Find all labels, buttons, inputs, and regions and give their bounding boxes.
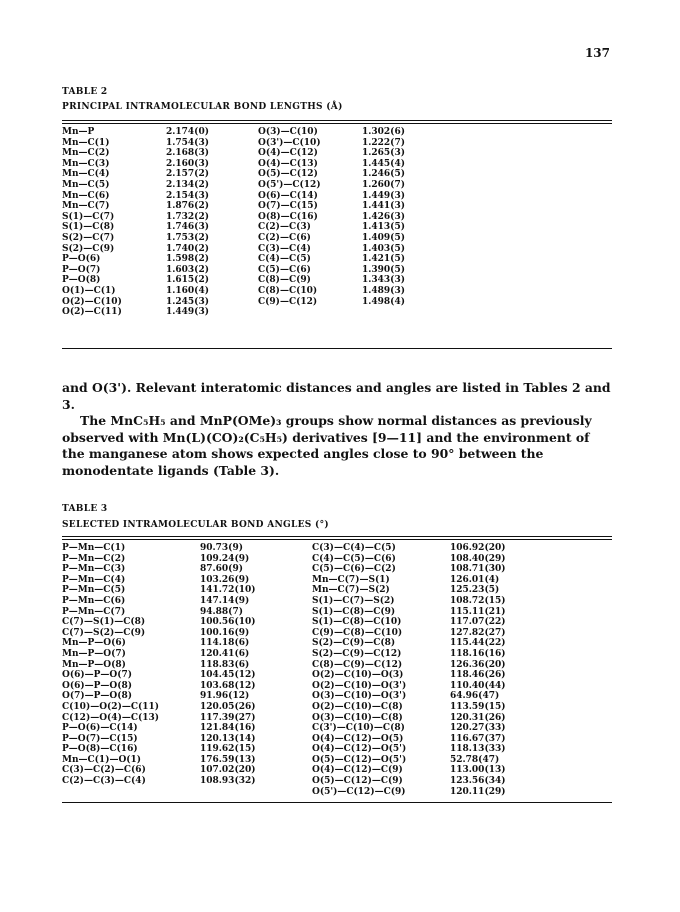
bond-value: 87.60(9) — [200, 564, 243, 575]
bond-value: 113.00(13) — [450, 765, 506, 776]
bond-label: O(2)—C(10)—C(8) — [312, 701, 403, 712]
bond-label: Mn—C(7)—S(2) — [312, 585, 390, 596]
table-row — [62, 787, 612, 798]
bond-label: P—O(6) — [62, 254, 101, 265]
bond-value: 1.260(7) — [362, 179, 405, 190]
table-row — [62, 776, 612, 787]
table-row — [62, 233, 612, 244]
bond-value: 115.44(22) — [450, 638, 506, 649]
table-row — [62, 617, 612, 628]
table2-body — [62, 127, 612, 318]
bond-label: O(6)—C(14) — [258, 190, 318, 201]
table-row — [62, 222, 612, 233]
bond-value: 1.603(2) — [166, 264, 209, 275]
bond-value: 118.83(6) — [200, 659, 250, 670]
bond-value: 120.05(26) — [200, 701, 256, 712]
bond-value: 1.409(5) — [362, 232, 405, 243]
bond-value: 176.59(13) — [200, 754, 256, 765]
bond-label: C(8)—C(9) — [258, 275, 311, 286]
bond-label: C(3')—C(10)—C(8) — [312, 723, 405, 734]
bond-value: 125.23(5) — [450, 585, 500, 596]
bond-label: O(3)—C(10)—C(8) — [312, 712, 403, 723]
bond-label: O(4)—C(13) — [258, 158, 318, 169]
paragraph-2: The MnC₅H₅ and MnP(OMe)₃ groups show normal distances as previously observed with Mn(L)(CO)₂(C₅H₅) derivatives [9—11] and the environment of the manganese atom shows expected angles close to 90° between the monodentate ligands (Table 3). — [62, 413, 592, 478]
bond-value: 1.246(5) — [362, 169, 405, 180]
bond-label: O(2)—C(10)—O(3') — [312, 680, 407, 691]
bond-value: 1.449(3) — [362, 190, 405, 201]
bond-label: C(9)—C(12) — [258, 296, 318, 307]
bond-label: S(1)—C(8)—C(9) — [312, 606, 396, 617]
bond-label: S(2)—C(7) — [62, 232, 115, 243]
bond-value: 2.174(0) — [166, 127, 209, 137]
bond-value: 1.598(2) — [166, 254, 209, 265]
bond-label: Mn—P—O(7) — [62, 648, 126, 659]
bond-value: 2.160(3) — [166, 158, 209, 169]
bond-label: C(4)—C(5) — [258, 254, 311, 265]
bond-value: 1.489(3) — [362, 285, 405, 296]
bond-value: 106.92(20) — [450, 543, 506, 553]
bond-value — [362, 307, 442, 318]
bond-value: 2.134(2) — [166, 179, 209, 190]
bond-value: 1.445(4) — [362, 158, 405, 169]
bond-label: P—O(7) — [62, 264, 101, 275]
table-row — [62, 723, 612, 734]
bond-label: O(5)—C(12)—C(9) — [312, 776, 403, 787]
table-row — [62, 638, 612, 649]
bond-value: 120.27(33) — [450, 723, 506, 734]
table3-bottom-rule — [62, 802, 612, 803]
table3-top-rule-2 — [62, 539, 612, 540]
bond-label: Mn—P — [62, 127, 95, 137]
bond-label: S(1)—C(7)—S(2) — [312, 595, 395, 606]
bond-value: 126.01(4) — [450, 574, 500, 585]
bond-value: 1.413(5) — [362, 222, 405, 233]
bond-value: 100.56(10) — [200, 617, 256, 628]
bond-label: S(2)—C(9)—C(8) — [312, 638, 396, 649]
bond-label: O(2)—C(11) — [62, 307, 122, 318]
table-row — [62, 201, 612, 212]
bond-label: O(6)—P—O(7) — [62, 670, 133, 681]
table-row — [62, 585, 612, 596]
bond-value: 120.41(6) — [200, 648, 250, 659]
table-row — [62, 286, 612, 297]
table-row — [62, 212, 612, 223]
table-row — [62, 180, 612, 191]
table-row — [62, 127, 612, 138]
bond-label — [258, 307, 362, 318]
bond-value: 91.96(12) — [200, 691, 250, 702]
bond-value: 117.07(22) — [450, 617, 506, 628]
bond-label: P—Mn—C(3) — [62, 564, 126, 575]
table-row — [62, 159, 612, 170]
bond-label: Mn—C(6) — [62, 190, 110, 201]
body-text — [62, 380, 614, 479]
bond-value: 109.24(9) — [200, 553, 250, 564]
bond-value: 113.59(15) — [450, 701, 506, 712]
bond-value: 108.71(30) — [450, 564, 506, 575]
bond-value: 1.343(3) — [362, 275, 405, 286]
table2-top-rule — [62, 120, 612, 121]
table-row — [62, 660, 612, 671]
bond-label: C(3)—C(4)—C(5) — [312, 543, 396, 553]
bond-label: O(4)—C(12) — [258, 148, 318, 159]
bond-label: C(2)—C(6) — [258, 232, 311, 243]
bond-value: 121.84(16) — [200, 723, 256, 734]
table-row — [62, 670, 612, 681]
table-row — [62, 138, 612, 149]
table-row — [62, 543, 612, 554]
bond-label: O(5)—C(12)—O(5') — [312, 754, 407, 765]
bond-label: Mn—C(4) — [62, 169, 110, 180]
table-row — [62, 744, 612, 755]
bond-label: C(2)—C(3) — [258, 222, 311, 233]
bond-value: 108.40(29) — [450, 553, 506, 564]
table-row — [62, 596, 612, 607]
table-row — [62, 275, 612, 286]
bond-label: O(3)—C(10) — [258, 127, 318, 137]
bond-value: 64.96(47) — [450, 691, 500, 702]
bond-label: S(2)—C(9) — [62, 243, 115, 254]
table-row — [62, 607, 612, 618]
bond-value: 1.403(5) — [362, 243, 405, 254]
table-row — [62, 681, 612, 692]
bond-label: Mn—C(7)—S(1) — [312, 574, 390, 585]
table-row — [62, 628, 612, 639]
table-row — [62, 575, 612, 586]
bond-label: C(5)—C(6) — [258, 264, 311, 275]
bond-value: 1.421(5) — [362, 254, 405, 265]
bond-label — [62, 787, 200, 798]
bond-label: S(2)—C(9)—C(12) — [312, 648, 402, 659]
bond-value: 100.16(9) — [200, 627, 250, 638]
table-row — [62, 691, 612, 702]
bond-label: O(8)—C(16) — [258, 211, 318, 222]
bond-value: 118.46(26) — [450, 670, 506, 681]
table-row — [62, 649, 612, 660]
bond-value: 126.36(20) — [450, 659, 506, 670]
bond-label: O(3')—C(10) — [258, 137, 321, 148]
bond-label: O(4)—C(12)—O(5) — [312, 733, 404, 744]
bond-value: 120.13(14) — [200, 733, 256, 744]
table-row — [62, 713, 612, 724]
table-row — [62, 755, 612, 766]
bond-value: 141.72(10) — [200, 585, 256, 596]
bond-value: 103.26(9) — [200, 574, 250, 585]
bond-value: 123.56(34) — [450, 776, 506, 787]
bond-label: Mn—C(7) — [62, 201, 110, 212]
bond-label: O(2)—C(10) — [62, 296, 122, 307]
table3-title: SELECTED INTRAMOLECULAR BOND ANGLES (°) — [62, 520, 329, 530]
bond-value: 120.31(26) — [450, 712, 506, 723]
bond-value: 1.754(3) — [166, 137, 209, 148]
bond-value: 1.740(2) — [166, 243, 209, 254]
bond-value: 1.265(3) — [362, 148, 405, 159]
bond-label: Mn—P—O(6) — [62, 638, 126, 649]
bond-label: P—Mn—C(2) — [62, 553, 126, 564]
bond-label: P—O(6)—C(14) — [62, 723, 138, 734]
bond-value: 118.16(16) — [450, 648, 506, 659]
bond-value: 2.154(3) — [166, 190, 209, 201]
table-row — [62, 702, 612, 713]
table-row — [62, 307, 612, 318]
table2-top-rule-2 — [62, 123, 612, 124]
bond-value: 114.18(6) — [200, 638, 250, 649]
bond-label: C(10)—O(2)—C(11) — [62, 701, 160, 712]
bond-label: P—O(8) — [62, 275, 101, 286]
bond-label: Mn—C(2) — [62, 148, 110, 159]
bond-label: C(3)—C(2)—C(6) — [62, 765, 146, 776]
bond-label: S(1)—C(8)—C(10) — [312, 617, 402, 628]
bond-label: C(9)—C(8)—C(10) — [312, 627, 403, 638]
bond-value: 1.449(3) — [166, 307, 209, 318]
bond-value: 108.93(32) — [200, 776, 256, 787]
bond-value: 1.746(3) — [166, 222, 209, 233]
bond-value: 1.753(2) — [166, 232, 209, 243]
page-number: 137 — [584, 46, 610, 60]
table3-body — [62, 543, 612, 797]
bond-value: 1.426(3) — [362, 211, 405, 222]
bond-value: 116.67(37) — [450, 733, 506, 744]
bond-label: P—Mn—C(1) — [62, 543, 126, 553]
bond-label: C(7)—S(2)—C(9) — [62, 627, 146, 638]
bond-value: 1.222(7) — [362, 137, 405, 148]
bond-label: P—O(8)—C(16) — [62, 744, 138, 755]
bond-label: C(8)—C(9)—C(12) — [312, 659, 403, 670]
table-row — [62, 244, 612, 255]
bond-label: P—Mn—C(5) — [62, 585, 126, 596]
bond-value: 2.157(2) — [166, 169, 209, 180]
bond-label: C(8)—C(10) — [258, 285, 318, 296]
bond-value: 1.876(2) — [166, 201, 209, 212]
bond-value: 107.02(20) — [200, 765, 256, 776]
bond-label: C(2)—C(3)—C(4) — [62, 776, 146, 787]
table-row — [62, 254, 612, 265]
bond-value: 103.68(12) — [200, 680, 256, 691]
bond-label: O(4)—C(12)—O(5') — [312, 744, 407, 755]
bond-value: 118.13(33) — [450, 744, 506, 755]
bond-value: 1.160(4) — [166, 285, 209, 296]
bond-value: 94.88(7) — [200, 606, 243, 617]
bond-label: P—O(7)—C(15) — [62, 733, 138, 744]
bond-value: 1.498(4) — [362, 296, 405, 307]
bond-value: 120.11(29) — [450, 786, 506, 797]
bond-label: O(5')—C(12) — [258, 179, 321, 190]
bond-label: C(3)—C(4) — [258, 243, 311, 254]
bond-label: S(1)—C(8) — [62, 222, 115, 233]
bond-label: P—Mn—C(7) — [62, 606, 126, 617]
bond-label: Mn—P—O(8) — [62, 659, 126, 670]
table2-label: TABLE 2 — [62, 87, 108, 97]
bond-label: O(7)—P—O(8) — [62, 691, 133, 702]
bond-label: C(4)—C(5)—C(6) — [312, 553, 396, 564]
table-row — [62, 734, 612, 745]
bond-label: O(4)—C(12)—C(9) — [312, 765, 403, 776]
bond-label: C(12)—O(4)—C(13) — [62, 712, 160, 723]
bond-label: O(2)—C(10)—O(3) — [312, 670, 404, 681]
bond-label: P—Mn—C(4) — [62, 574, 126, 585]
bond-value: 108.72(15) — [450, 595, 506, 606]
bond-value: 110.40(44) — [450, 680, 506, 691]
bond-label: O(6)—P—O(8) — [62, 680, 133, 691]
bond-label: C(7)—S(1)—C(8) — [62, 617, 146, 628]
bond-value: 1.390(5) — [362, 264, 405, 275]
bond-label: Mn—C(5) — [62, 179, 110, 190]
bond-label: Mn—C(1)—O(1) — [62, 754, 142, 765]
bond-label: O(5)—C(12) — [258, 169, 318, 180]
bond-value: 1.302(6) — [362, 127, 405, 137]
bond-value: 147.14(9) — [200, 595, 250, 606]
bond-label: O(1)—C(1) — [62, 285, 116, 296]
bond-value: 90.73(9) — [200, 543, 243, 553]
bond-value: 117.39(27) — [200, 712, 256, 723]
table-row — [62, 765, 612, 776]
table-row — [62, 297, 612, 308]
table3-label: TABLE 3 — [62, 504, 108, 514]
bond-value — [200, 787, 312, 798]
bond-value: 52.78(47) — [450, 754, 500, 765]
bond-value: 1.245(3) — [166, 296, 209, 307]
table-row — [62, 148, 612, 159]
table3-top-rule — [62, 536, 612, 537]
bond-label: O(5')—C(12)—C(9) — [312, 786, 406, 797]
table2-bottom-rule — [62, 348, 612, 349]
bond-label: O(7)—C(15) — [258, 201, 318, 212]
bond-value: 119.62(15) — [200, 744, 256, 755]
bond-value: 1.732(2) — [166, 211, 209, 222]
bond-label: P—Mn—C(6) — [62, 595, 126, 606]
table-row — [62, 169, 612, 180]
paragraph-1: and O(3'). Relevant interatomic distances and angles are listed in Tables 2 and 3. — [62, 380, 611, 412]
bond-label: O(3)—C(10)—O(3') — [312, 691, 407, 702]
table-row — [62, 564, 612, 575]
bond-value: 127.82(27) — [450, 627, 506, 638]
table-row — [62, 191, 612, 202]
bond-label: Mn—C(1) — [62, 137, 110, 148]
table-row — [62, 265, 612, 276]
bond-label: Mn—C(3) — [62, 158, 110, 169]
bond-value: 2.168(3) — [166, 148, 209, 159]
bond-label: S(1)—C(7) — [62, 211, 115, 222]
table-row — [62, 554, 612, 565]
bond-value: 115.11(21) — [450, 606, 506, 617]
bond-value: 104.45(12) — [200, 670, 256, 681]
table2-title: PRINCIPAL INTRAMOLECULAR BOND LENGTHS (Å) — [62, 102, 343, 112]
bond-value: 1.441(3) — [362, 201, 405, 212]
bond-label: C(5)—C(6)—C(2) — [312, 564, 396, 575]
bond-value: 1.615(2) — [166, 275, 209, 286]
